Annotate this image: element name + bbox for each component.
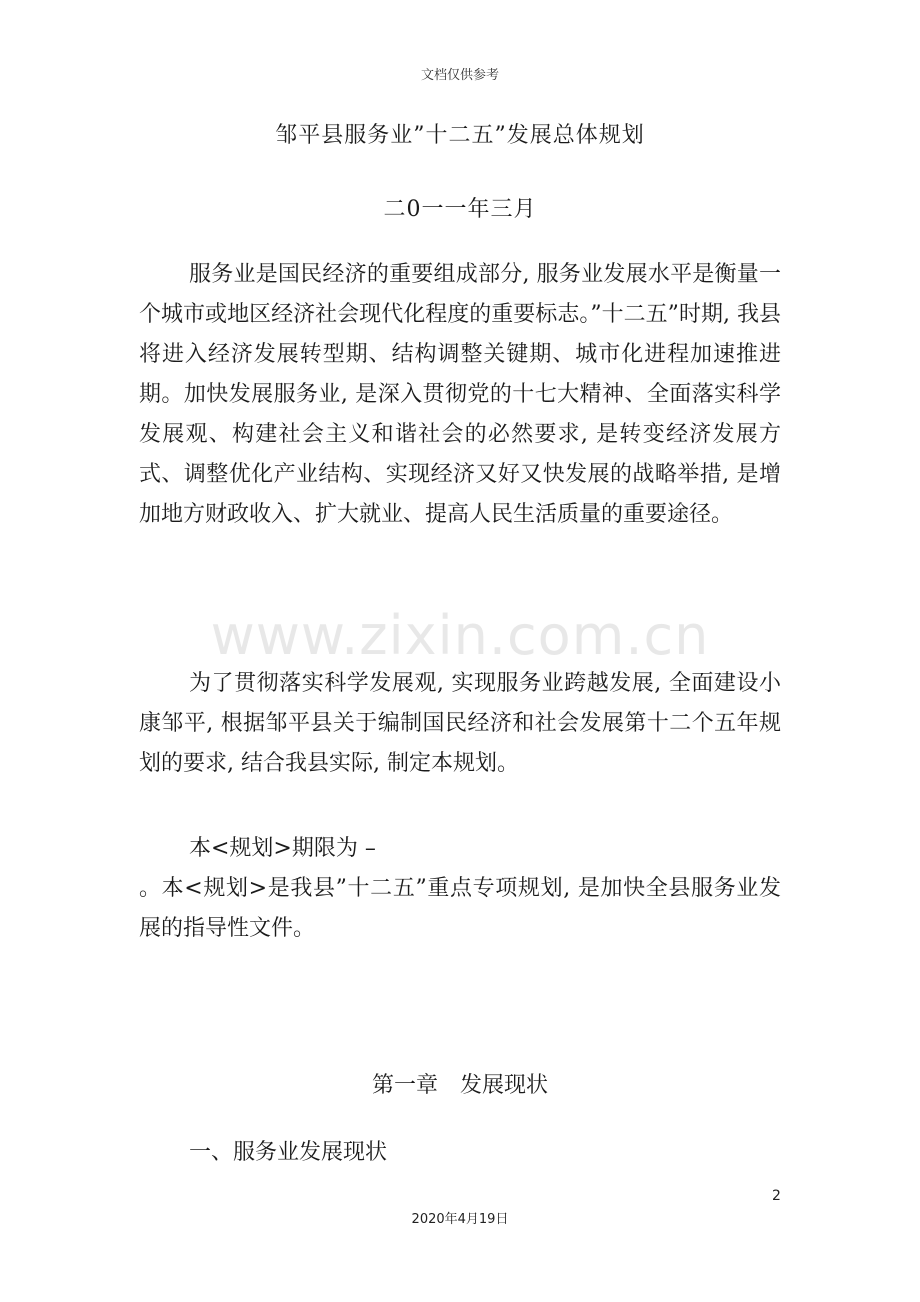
paragraph-intro: 服务业是国民经济的重要组成部分, 服务业发展水平是衡量一个城市或地区经济社会现代化程度的重要标志。”十二五”时期, 我县将进入经济发展转型期、结构调整关键期、城市化进程加速推进期。加快发展服务业, 是深入贯彻党的十七大精神、全面落实科学发展观、构建社会主义和谐社会的必然要求, 是转变经济发展方式、调整优化产业结构、实现经济又好又快发展的战略举措, 是增加地方财政收入、扩大就业、提高人民生活质量的重要途径。 <box>139 262 781 527</box>
period-line: 本<规划>期限为 – <box>189 836 376 861</box>
header-note: 文档仅供参考 <box>420 68 499 83</box>
paragraph-period <box>139 829 781 949</box>
document-date: 二0一一年三月 <box>383 197 537 222</box>
page-number: 2 <box>772 1188 781 1204</box>
footer-date: 2020年4月19日 <box>411 1212 509 1227</box>
document-title: 邹平县服务业”十二五”发展总体规划 <box>275 123 645 148</box>
section-title: 一、服务业发展现状 <box>189 1140 388 1165</box>
chapter-title: 第一章 发展现状 <box>371 1073 548 1098</box>
period-continuation: 。本<规划>是我县”十二五”重点专项规划, 是加快全县服务业发展的指导性文件。 <box>139 876 781 941</box>
watermark: www.zixin.com.cn <box>210 604 710 667</box>
paragraph-purpose: 为了贯彻落实科学发展观, 实现服务业跨越发展, 全面建设小康邹平, 根据邹平县关于编制国民经济和社会发展第十二个五年规划的要求, 结合我县实际, 制定本规划。 <box>139 671 781 776</box>
